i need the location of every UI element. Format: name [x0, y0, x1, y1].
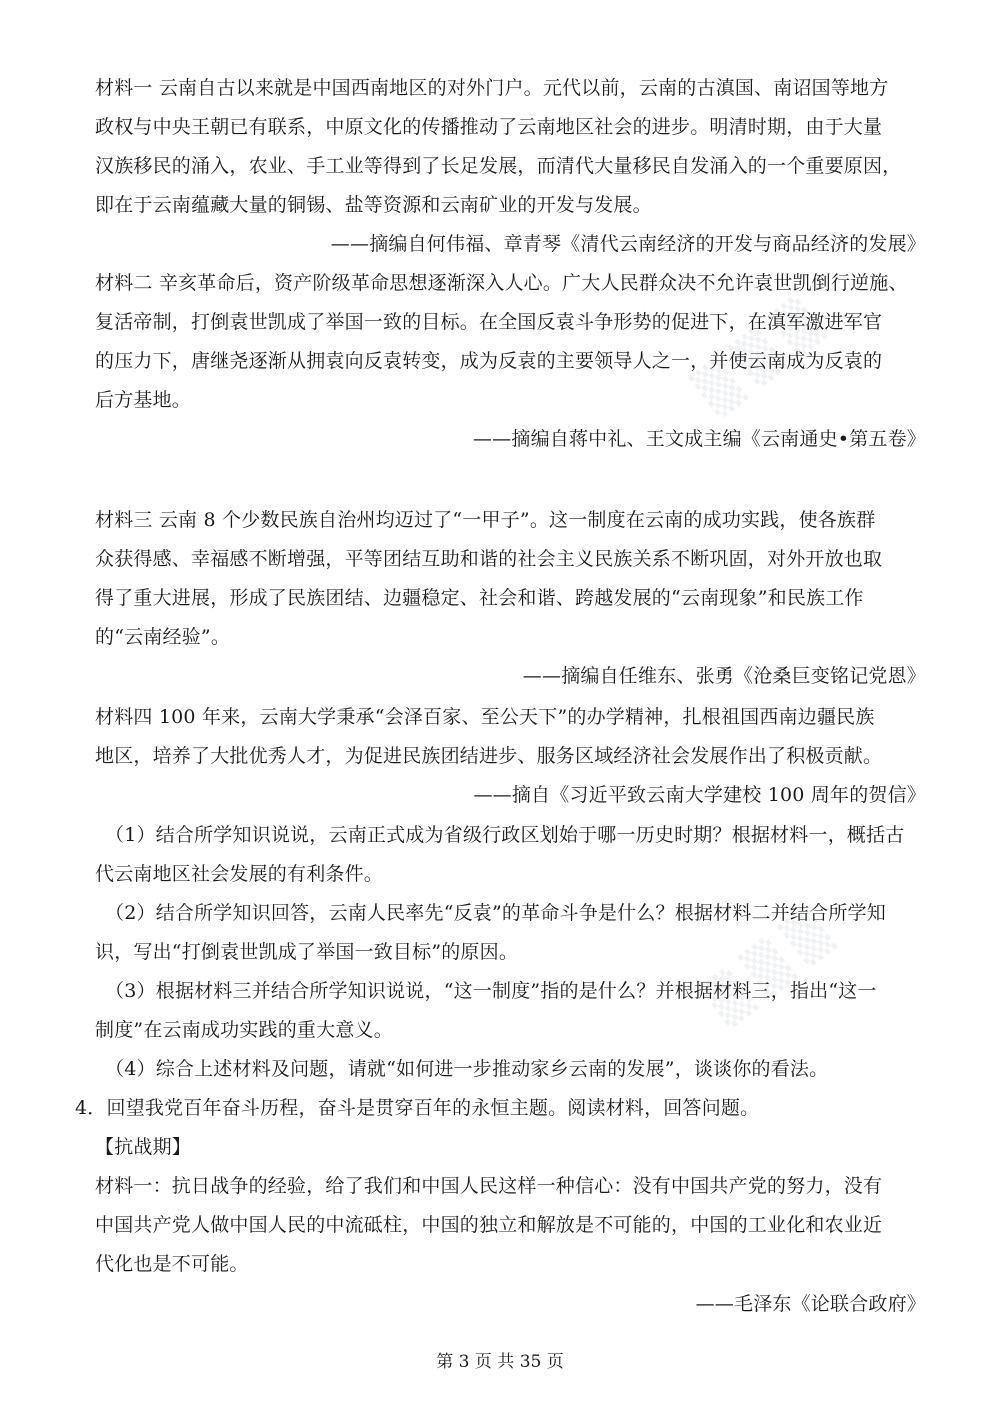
q4-stem: 4．回望我党百年奋斗历程，奋斗是贯穿百年的永恒主题。阅读材料，回答问题。	[75, 1097, 760, 1119]
material2-line: 后方基地。	[95, 389, 192, 411]
material1-line: 汉族移民的涌入，农业、手工业等得到了长足发展，而清代大量移民自发涌入的一个重要原因，	[95, 155, 902, 177]
material3-line: 材料三 云南 8 个少数民族自治州均迈过了“一甲子”。这一制度在云南的成功实践，使各族群	[95, 509, 876, 531]
material4-line: 地区，培养了大批优秀人才，为促进民族团结进步、服务区域经济社会发展作出了积极贡献。	[95, 745, 883, 767]
material3-line: 的“云南经验”。	[95, 626, 231, 648]
material1-line: 即在于云南蕴藏大量的铜锡、盐等资源和云南矿业的开发与发展。	[95, 194, 652, 216]
q4-section-title: 【抗战期】	[95, 1136, 192, 1158]
question-line: 识，写出“打倒袁世凯成了举国一致目标”的原因。	[95, 941, 519, 963]
question-line: （4）综合上述材料及问题，请就“如何进一步推动家乡云南的发展”，谈谈你的看法。	[105, 1058, 829, 1080]
question-line: 代云南地区社会发展的有利条件。	[95, 863, 384, 885]
material1-line: 材料一 云南自古以来就是中国西南地区的对外门户。元代以前，云南的古滇国、南诏国等地方	[95, 77, 889, 99]
question-line: （2）结合所学知识回答，云南人民率先“反袁”的革命斗争是什么？根据材料二并结合所学知	[105, 902, 886, 924]
material2-source: ——摘编自蒋中礼、王文成主编《云南通史•第五卷》	[472, 428, 926, 450]
material2-line: 的压力下，唐继尧逐渐从拥袁向反袁转变，成为反袁的主要领导人之一，并使云南成为反袁的	[95, 350, 883, 372]
material1-source: ——摘编自何伟福、章青琴《清代云南经济的开发与商品经济的发展》	[330, 233, 926, 255]
material4-source: ——摘自《习近平致云南大学建校 100 周年的贺信》	[473, 784, 926, 806]
question-line: （1）结合所学知识说说，云南正式成为省级行政区划始于哪一历史时期？根据材料一，概括古	[105, 824, 905, 846]
material3-line: 众获得感、幸福感不断增强，平等团结互助和谐的社会主义民族关系不断巩固，对外开放也取	[95, 548, 883, 570]
q4-source: ——毛泽东《论联合政府》	[695, 1293, 926, 1315]
q4-material-line: 中国共产党人做中国人民的中流砥柱，中国的独立和解放是不可能的，中国的工业化和农业近	[95, 1214, 883, 1236]
page-number: 第 3 页 共 35 页	[436, 1352, 564, 1372]
q4-material-line: 材料一：抗日战争的经验，给了我们和中国人民这样一种信心：没有中国共产党的努力，没有	[95, 1175, 883, 1197]
material3-line: 得了重大进展，形成了民族团结、边疆稳定、社会和谐、跨越发展的“云南现象”和民族工作	[95, 587, 864, 609]
material2-line: 材料二 辛亥革命后，资产阶级革命思想逐渐深入人心。广大人民群众决不允许袁世凯倒行逆施、	[95, 272, 908, 294]
question-line: （3）根据材料三并结合所学知识说说，“这一制度”指的是什么？并根据材料三，指出“这一	[105, 980, 877, 1002]
material2-line: 复活帝制，打倒袁世凯成了举国一致的目标。在全国反袁斗争形势的促进下，在滇军激进军官	[95, 311, 883, 333]
question-line: 制度”在云南成功实践的重大意义。	[95, 1019, 393, 1041]
watermark: ▒ ▒ ▒	[687, 294, 828, 420]
material3-source: ——摘编自任维东、张勇《沧桑巨变铭记党恩》	[522, 665, 926, 687]
q4-material-line: 代化也是不可能。	[95, 1253, 249, 1275]
material1-line: 政权与中央王朝已有联系，中原文化的传播推动了云南地区社会的进步。明清时期，由于大量	[95, 116, 883, 138]
watermark: ▒ ▒ ▒	[697, 904, 838, 1030]
material4-line: 材料四 100 年来，云南大学秉承“会泽百家、至公天下”的办学精神，扎根祖国西南边疆民族	[95, 706, 875, 728]
